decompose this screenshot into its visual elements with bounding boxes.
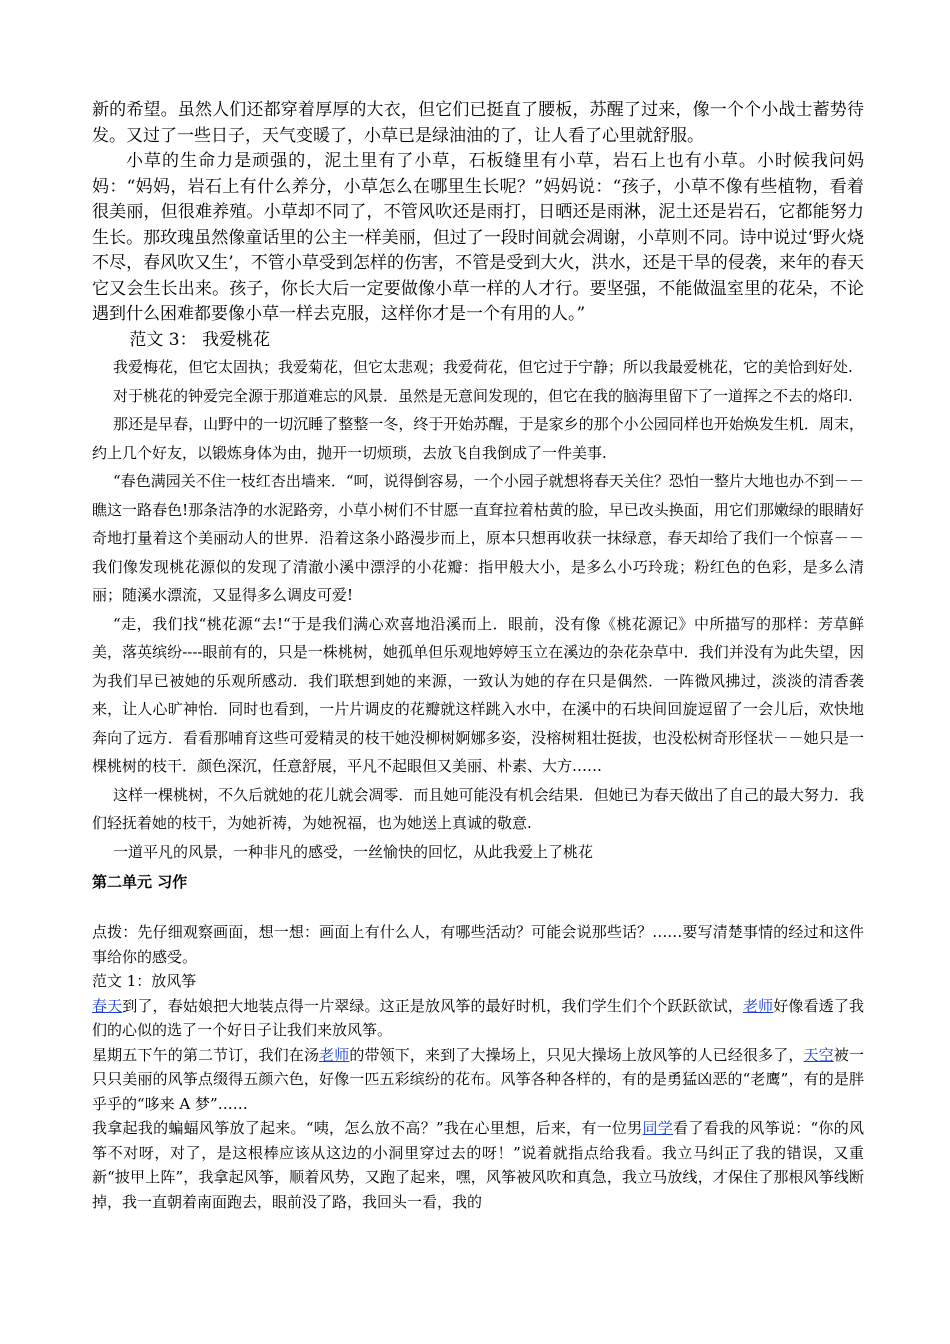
paragraph-grass-vitality: 小草的生命力是顽强的，泥土里有了小草，石板缝里有小草，岩石上也有小草。小时候我问妈妈：“妈妈，岩石上有什么养分，小草怎么在哪里生长呢？”妈妈说：“孩子，小草不像有些植物，看着很美丽，但很难养殖。小草却不同了，不管风吹还是雨打，日晒还是雨淋，泥土还是岩石，它都能努力生长。那玫瑰虽然像童话里的公主一样美丽，但过了一段时间就会凋谢，小草则不同。诗中说过‘野火烧不尽，春风吹又生’，不管小草受到怎样的伤害，不管是受到大火，洪水，还是干旱的侵袭，来年的春天它又会生长出来。孩子，你长大后一定要做像小草一样的人才行。要坚强，不能做温室里的花朵，不论遇到什么困难都要像小草一样去克服，这样你才是一个有用的人。” xyxy=(92,151,864,324)
paragraph-kite-1 xyxy=(92,994,864,1043)
section-heading: 第二单元 习作 xyxy=(92,873,188,891)
kite-1-text-a: 到了，春姑娘把大地装点得一片翠绿。这正是放风筝的最好时机，我们学生们个个跃跃欲试， xyxy=(122,996,743,1015)
paragraph-kite-2 xyxy=(92,1043,864,1117)
paragraph-peach-5: “走，我们找“桃花源“去!“于是我们满心欢喜地沿溪而上．眼前，没有像《桃花源记》中所描写的那样：芳草鲜美，落英缤纷----眼前有的，只是一株桃树，她孤单但乐观地婷婷玉立在溪边的杂花杂草中．我们并没有为此失望，因为我们早已被她的乐观所感动．我们联想到她的来源，一致认为她的存在只是偶然．一阵微风拂过，淡淡的清香袭来，让人心旷神怡．同时也看到，一片片调皮的花瓣就这样跳入水中，在溪中的石块间回旋逗留了一会儿后，欢快地奔向了远方．看看那哺育这些可爱精灵的枝干她没柳树婀娜多姿，没榕树粗壮挺拔，也没松树奇形怪状－－她只是一棵桃树的枝干．颜色深沉，任意舒展，平凡不起眼但又美丽、朴素、大方…… xyxy=(92,614,864,775)
paragraph-peach-1: 我爱梅花，但它太固执；我爱菊花，但它太悲观；我爱荷花，但它过于宁静；所以我最爱桃花，它的美恰到好处. xyxy=(113,358,853,376)
document-page xyxy=(92,98,864,1214)
paragraph-peach-6: 这样一棵桃树，不久后就她的花儿就会凋零．而且她可能没有机会结果．但她已为春天做出了自己的最大努力．我们轻抚着她的枝干，为她祈祷，为她祝福，也为她送上真诚的敬意. xyxy=(92,785,864,832)
paragraph-peach-4: “春色满园关不住一枝红杏出墙来．“呵，说得倒容易，一个小园子就想将春天关住？恐怕一整片大地也办不到－－瞧这一路春色!那条洁净的水泥路旁，小草小树们不甘愿一直耷拉着枯黄的脸，早已改头换面，用它们那嫩绿的眼睛好奇地打量着这个美丽动人的世界．沿着这条小路漫步而上，原本只想再收获一抹绿意，春天却给了我们一个惊喜－－我们像发现桃花源似的发现了清澈小溪中漂浮的小花瓣：指甲般大小，是多么小巧玲珑；粉红色的色彩，是多么清丽；随溪水漂流，又显得多么调皮可爱! xyxy=(92,472,864,604)
kite-1-text-b: 好像看透了我们的心似的选了一个好日子让我们来放风筝。 xyxy=(92,996,864,1039)
link-spring[interactable]: 春天 xyxy=(92,996,123,1015)
paragraph-peach-7: 一道平凡的风景，一种非凡的感受，一丝愉快的回忆，从此我爱上了桃花 xyxy=(113,842,594,861)
paragraph-peach-2: 对于桃花的钟爱完全源于那道难忘的风景．虽然是无意间发现的，但它在我的脑海里留下了一道挥之不去的烙印. xyxy=(113,386,853,405)
paragraph-tip: 点拨：先仔细观察画面，想一想：画面上有什么人，有哪些活动？可能会说那些话？……要写清楚事情的经过和这件事给你的感受。 xyxy=(92,923,864,966)
link-classmate[interactable]: 同学 xyxy=(642,1119,674,1137)
kite-3-text-a: 我拿起我的蝙蝠风筝放了起来。“咦，怎么放不高？”我在心里想，后来，有一位男 xyxy=(92,1119,643,1137)
blank-line xyxy=(92,894,864,920)
paragraph-peach-3: 那还是早春，山野中的一切沉睡了整整一冬，终于开始苏醒，于是家乡的那个小公园同样也开始焕发生机．周末，约上几个好友，以锻炼身体为由，抛开一切烦琐，去放飞自我倒成了一件美事. xyxy=(92,415,864,462)
link-sky[interactable]: 天空 xyxy=(803,1045,834,1064)
link-teacher-2[interactable]: 老师 xyxy=(319,1045,350,1064)
kite-2-text-a: 星期五下午的第二节订，我们在汤 xyxy=(92,1045,320,1064)
kite-3-text-b: 看了看我的风筝说：“你的风筝不对呀，对了，是这根棒应该从这边的小洞里穿过去的呀！”说着就指点给我看。我立马纠正了我的错误，又重新“披甲上阵”，我拿起风筝，顺着风势，又跑了起来，嘿，风筝被风吹和真急，我立马放线，才保住了那根风筝线断掉，我一直朝着南面跑去，眼前没了路，我回头一看，我的 xyxy=(92,1119,865,1211)
kite-2-text-c: 被一只只美丽的风筝点缀得五颜六色，好像一匹五彩缤纷的花布。风筝各种各样的，有的是勇猛凶恶的“老鹰”，有的是胖乎乎的“哆来 A 梦”…… xyxy=(92,1045,864,1113)
kite-2-text-b: 的带领下，来到了大操场上，只见大操场上放风筝的人已经很多了， xyxy=(349,1045,804,1064)
link-teacher[interactable]: 老师 xyxy=(742,996,774,1015)
paragraph-kite-3 xyxy=(92,1116,864,1214)
essay-title-peach-blossom: 范文 3： 我爱桃花 xyxy=(129,329,271,350)
paragraph-grass-continued: 新的希望。虽然人们还都穿着厚厚的大衣，但它们已挺直了腰板，苏醒了过来，像一个个小战士蓄势待发。又过了一些日子，天气变暖了，小草已是绿油油的了，让人看了心里就舒服。 xyxy=(92,100,864,146)
essay-title-kite: 范文 1：放风筝 xyxy=(92,972,197,990)
